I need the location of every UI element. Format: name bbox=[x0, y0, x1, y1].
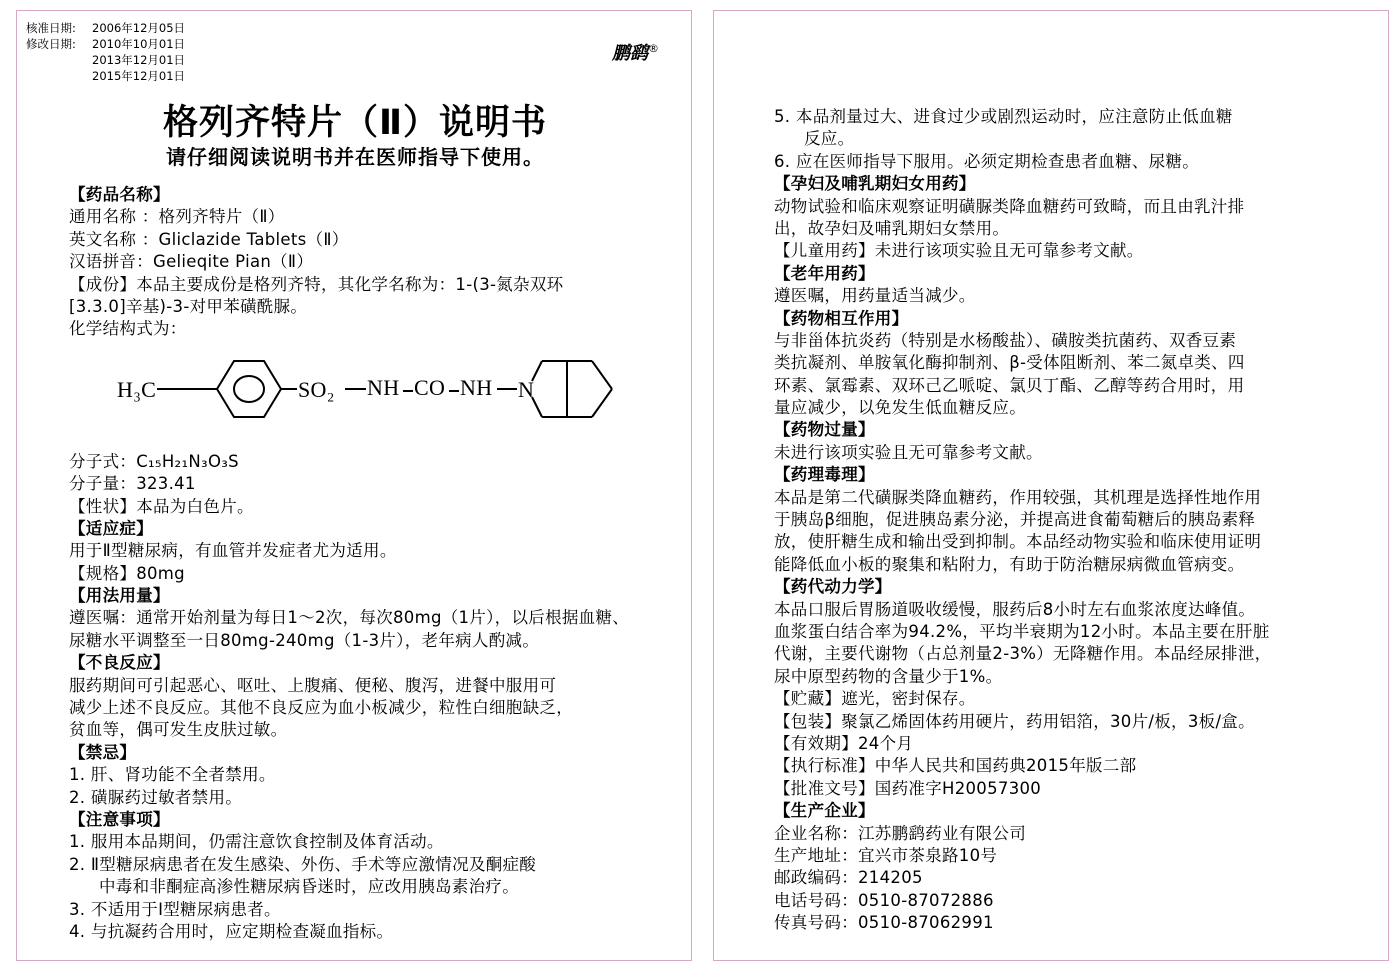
ingredients-line-2: [3.3.0]辛基)-3-对甲苯磺酰脲。 bbox=[69, 296, 308, 316]
interactions-line-3: 环素、氯霉素、双环己乙哌啶、氯贝丁酯、乙醇等药合用时，用 bbox=[774, 375, 1245, 395]
pharmacokinetics-line-3: 代谢，主要代谢物（占总剂量2-3%）无降糖作用。本品经尿排泄， bbox=[774, 644, 1272, 664]
company-name: 企业名称：江苏鹏鹞药业有限公司 bbox=[774, 823, 1026, 843]
page-subtitle: 请仔细阅读说明书并在医师指导下使用。 bbox=[166, 145, 544, 169]
interactions-line-2: 类抗凝剂、单胺氧化酶抑制剂、β-受体阻断剂、苯二氮卓类、四 bbox=[774, 353, 1245, 373]
approval-date: 2006年12月05日 bbox=[92, 21, 186, 35]
ring-bond-4 bbox=[592, 389, 612, 417]
pharmacokinetics-line-2: 血浆蛋白结合率为94.2%，平均半衰期为12小时。本品主要在肝脏 bbox=[774, 621, 1270, 641]
precaution-2: 2. Ⅱ型糖尿病患者在发生感染、外伤、手术等应激情况及酮症酸 bbox=[69, 854, 537, 874]
left-column-text bbox=[69, 184, 669, 943]
amine-group-2: NH bbox=[460, 374, 493, 400]
right-page bbox=[713, 10, 1389, 961]
overdose-heading: 【药物过量】 bbox=[774, 420, 875, 440]
pharmacology-line-2: 于胰岛β细胞，促进胰岛素分泌，并提高进食葡萄糖后的胰岛素释 bbox=[774, 510, 1256, 530]
company-address: 生产地址：宜兴市茶泉路10号 bbox=[774, 845, 998, 865]
approval-number: 【批准文号】国药准字H20057300 bbox=[774, 778, 1042, 798]
pharmacokinetics-heading: 【药代动力学】 bbox=[774, 577, 892, 597]
indications: 用于Ⅱ型糖尿病，有血管并发症者尤为适用。 bbox=[69, 541, 397, 561]
pharmacokinetics-line-1: 本品口服后胃肠道吸收缓慢，服药后8小时左右血浆浓度达峰值。 bbox=[774, 599, 1256, 619]
geriatric-heading: 【老年用药】 bbox=[774, 263, 875, 283]
methyl-group: H₃C bbox=[117, 376, 157, 402]
pediatric-use: 【儿童用药】未进行该项实验且无可靠参考文献。 bbox=[774, 241, 1144, 261]
registered-mark: ® bbox=[648, 42, 659, 55]
precaution-1: 1. 服用本品期间，仍需注意饮食控制及体育活动。 bbox=[69, 832, 444, 852]
storage: 【贮藏】遮光，密封保存。 bbox=[774, 689, 976, 709]
indications-heading: 【适应症】 bbox=[69, 518, 153, 538]
revision-date-3: 2015年12月01日 bbox=[92, 69, 186, 83]
approval-label: 核准日期: bbox=[26, 21, 76, 35]
ring-bond-3 bbox=[592, 361, 612, 389]
geriatric-use: 遵医嘱，用药量适当减少。 bbox=[774, 286, 976, 306]
dosage-line-1: 遵医嘱：通常开始剂量为每日1～2次，每次80mg（1片），以后根据血糖、 bbox=[69, 608, 630, 628]
ring-nitrogen: N bbox=[518, 376, 535, 402]
precaution-5: 5. 本品剂量过大、进食过少或剧烈运动时，应注意防止低血糖 bbox=[774, 107, 1233, 126]
properties: 【性状】本品为白色片。 bbox=[69, 496, 254, 516]
precaution-2-cont: 中毒和非酮症高渗性糖尿病昏迷时，应改用胰岛素治疗。 bbox=[99, 877, 519, 897]
validity: 【有效期】24个月 bbox=[774, 733, 914, 753]
contraindication-1: 1. 肝、肾功能不全者禁用。 bbox=[69, 765, 276, 785]
benzene-aromatic-circle bbox=[234, 376, 264, 402]
brand-logo bbox=[612, 39, 659, 65]
chemical-structure bbox=[69, 341, 669, 451]
structure-label: 化学结构式为： bbox=[69, 319, 187, 339]
pregnancy-heading: 【孕妇及哺乳期妇女用药】 bbox=[774, 174, 976, 194]
revision-label: 修改日期: bbox=[26, 37, 76, 51]
right-column-text bbox=[774, 106, 1370, 934]
interactions-line-4: 量应减少，以免发生低血糖反应。 bbox=[774, 398, 1026, 418]
molecular-formula: 分子式：C₁₅H₂₁N₃O₃S bbox=[69, 451, 239, 471]
packaging: 【包装】聚氯乙烯固体药用硬片，药用铝箔，30片/板，3板/盒。 bbox=[774, 711, 1255, 731]
approval-dates bbox=[26, 20, 185, 84]
dosage-line-2: 尿糖水平调整至一日80mg-240mg（1-3片），老年病人酌减。 bbox=[69, 630, 540, 650]
pharmacology-line-1: 本品是第二代磺脲类降血糖药，作用较强，其机理是选择性地作用 bbox=[774, 487, 1262, 507]
postcode: 邮政编码：214205 bbox=[774, 868, 923, 888]
precaution-6: 6. 应在医师指导下服用。必须定期检查患者血糖、尿糖。 bbox=[774, 151, 1200, 171]
precautions-heading: 【注意事项】 bbox=[69, 809, 170, 829]
generic-name: 通用名称 ：格列齐特片（Ⅱ） bbox=[69, 207, 285, 227]
carbonyl-group: CO bbox=[414, 374, 446, 400]
adverse-line-3: 贫血等，偶可发生皮肤过敏。 bbox=[69, 720, 288, 740]
pharmacokinetics-line-4: 尿中原型药物的含量少于1%。 bbox=[774, 666, 1003, 686]
brand-name: 鹏鹞 bbox=[612, 43, 648, 64]
overdose: 未进行该项实验且无可靠参考文献。 bbox=[774, 442, 1043, 462]
pharmacology-heading: 【药理毒理】 bbox=[774, 465, 875, 485]
sulfonyl-group: SO₂ bbox=[298, 376, 335, 402]
revision-date-2: 2013年12月01日 bbox=[92, 53, 186, 67]
precaution-5-cont: 反应。 bbox=[804, 129, 855, 149]
adverse-reactions-heading: 【不良反应】 bbox=[69, 653, 170, 673]
pharmacology-line-4: 能降低血小板的聚集和粘附力，有助于防治糖尿病微血管病变。 bbox=[774, 554, 1245, 574]
contraindications-heading: 【禁忌】 bbox=[69, 742, 137, 762]
interactions-line-1: 与非甾体抗炎药（特别是水杨酸盐）、磺胺类抗菌药、双香豆素 bbox=[774, 330, 1237, 350]
adverse-line-2: 减少上述不良反应。其他不良反应为血小板减少，粒性白细胞缺乏， bbox=[69, 698, 573, 718]
dosage-heading: 【用法用量】 bbox=[69, 586, 170, 606]
specification: 【规格】80mg bbox=[69, 563, 185, 583]
benzene-ring bbox=[217, 361, 281, 417]
page-title: 格列齐特片（Ⅱ）说明书 bbox=[162, 103, 548, 143]
precaution-4: 4. 与抗凝药合用时，应定期检查凝血指标。 bbox=[69, 921, 394, 941]
pinyin-name: 汉语拼音：Gelieqite Pian（Ⅱ） bbox=[69, 252, 314, 272]
pharmacology-line-3: 放，使肝糖生成和输出受到抑制。本品经动物实验和临床使用证明 bbox=[774, 532, 1262, 552]
chemical-structure-diagram bbox=[69, 341, 669, 451]
fax-number: 传真号码：0510-87062991 bbox=[774, 913, 994, 933]
pregnancy-line-2: 出，故孕妇及哺乳期妇女禁用。 bbox=[774, 218, 1010, 238]
ingredients-line-1: 【成份】本品主要成份是格列齐特，其化学名称为：1-(3-氮杂双环 bbox=[69, 274, 564, 294]
phone-number: 电话号码：0510-87072886 bbox=[774, 890, 994, 910]
revision-date-1: 2010年10月01日 bbox=[92, 37, 186, 51]
pregnancy-line-1: 动物试验和临床观察证明磺脲类降血糖药可致畸，而且由乳汁排 bbox=[774, 196, 1245, 216]
contraindication-2: 2. 磺脲药过敏者禁用。 bbox=[69, 787, 243, 807]
standard: 【执行标准】中华人民共和国药典2015年版二部 bbox=[774, 756, 1137, 776]
amine-group-1: NH bbox=[367, 374, 400, 400]
drug-name-heading: 【药品名称】 bbox=[69, 185, 170, 204]
interactions-heading: 【药物相互作用】 bbox=[774, 308, 909, 328]
adverse-line-1: 服药期间可引起恶心、呕吐、上腹痛、便秘、腹泻，进餐中服用可 bbox=[69, 675, 557, 695]
left-page bbox=[16, 10, 692, 961]
manufacturer-heading: 【生产企业】 bbox=[774, 801, 875, 821]
english-name: 英文名称 ：Gliclazide Tablets（Ⅱ） bbox=[69, 229, 349, 249]
precaution-3: 3. 不适用于Ⅰ型糖尿病患者。 bbox=[69, 899, 281, 919]
molecular-weight: 分子量：323.41 bbox=[69, 474, 196, 494]
